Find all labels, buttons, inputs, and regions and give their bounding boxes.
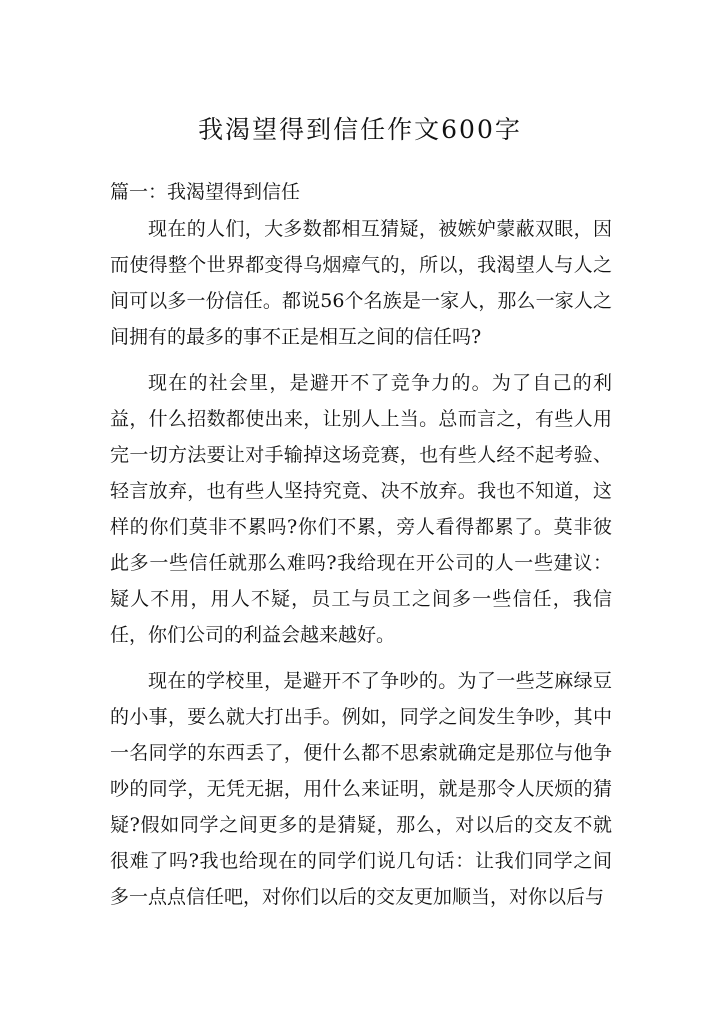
section-heading: 篇一：我渴望得到信任 <box>110 181 301 203</box>
paragraph-3: 现在的学校里，是避开不了争吵的。为了一些芝麻绿豆的小事，要么就大打出手。例如，同学之间发生争吵，其中一名同学的东西丢了，便什么都不思索就确定是那位与他争吵的同学，无凭无据，用什么来证明，就是那令人厌烦的猜疑?假如同学之间更多的是猜疑，那么，对以后的交友不就很难了吗?我也给现在的同学们说几句话：让我们同学之间多一点点信任吧，对你们以后的交友更加顺当，对你以后与 <box>110 670 612 908</box>
paragraph-2: 现在的社会里，是避开不了竞争力的。为了自己的利益，什么招数都使出来，让别人上当。总而言之，有些人用完一切方法要让对手输掉这场竞赛，也有些人经不起考验、轻言放弃，也有些人坚持究竟、决不放弃。我也不知道，这样的你们莫非不累吗?你们不累，旁人看得都累了。莫非彼此多一些信任就那么难吗?我给现在开公司的人一些建议：疑人不用，用人不疑，员工与员工之间多一些信任，我信任，你们公司的利益会越来越好。 <box>110 372 612 646</box>
paragraph-1: 现在的人们，大多数都相互猜疑，被嫉妒蒙蔽双眼，因而使得整个世界都变得乌烟瘴气的，所以，我渴望人与人之间可以多一份信任。都说56个名族是一家人，那么一家人之间拥有的最多的事不正是相互之间的信任吗? <box>110 218 612 348</box>
document-title: 我渴望得到信任作文600字 <box>198 115 522 144</box>
body-text <box>110 211 612 925</box>
